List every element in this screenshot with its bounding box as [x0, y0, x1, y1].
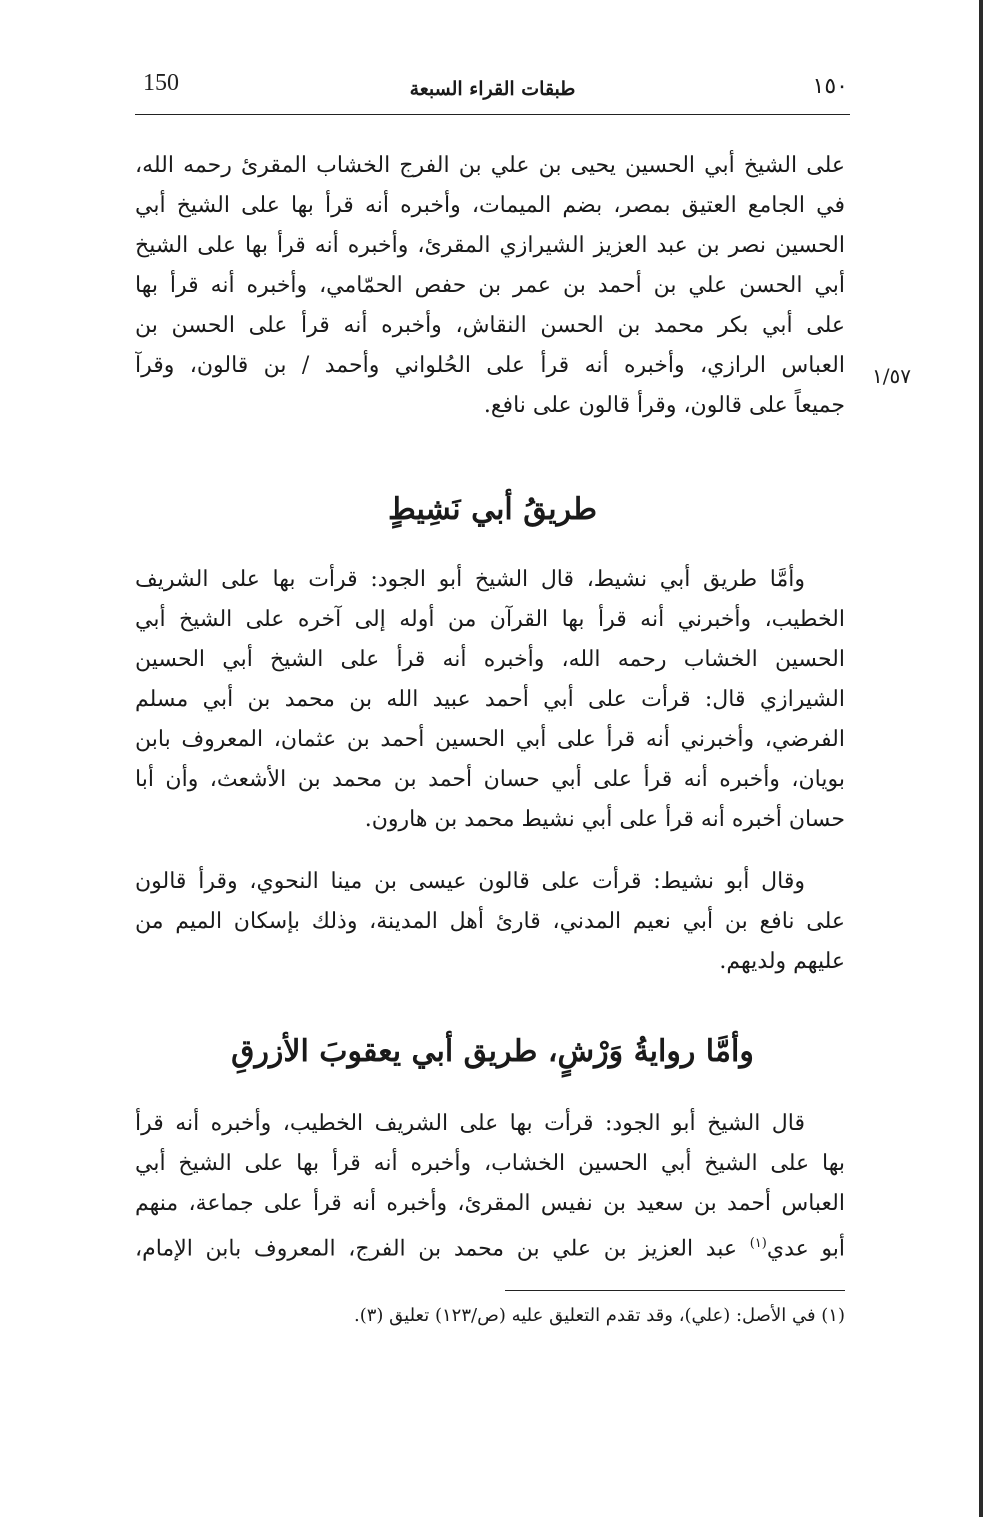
text-line: بويان، وأخبره أنه قرأ على أبي حسان أحمد بن محمد بن الأشعث، وأن أبا [135, 767, 845, 792]
text-line: عليهم ولديهم. [719, 949, 845, 974]
section-1-text [135, 146, 845, 426]
footnote-marker[interactable]: (١) [749, 1236, 767, 1251]
text-line: الفرضي، وأخبرني أنه قرأ على أبي الحسين أحمد بن عثمان، المعروف بابن [135, 727, 845, 752]
text-line: حسان أخبره أنه قرأ على أبي نشيط محمد بن هارون. [364, 807, 845, 832]
section-2-para-1 [135, 560, 845, 840]
text-line: الخطيب، وأخبرني أنه قرأ بها القرآن من أوله إلى آخره على الشيخ أبي [135, 607, 845, 632]
text-line: على أبي بكر محمد بن الحسن النقاش، وأخبره أنه قرأ على الحسن بن [135, 313, 845, 338]
text-line: بها على الشيخ أبي الحسين الخشاب، وأخبره أنه قرأ بها على الشيخ أبي [135, 1151, 845, 1176]
text-line: وأمَّا طريق أبي نشيط، قال الشيخ أبو الجود: قرأت بها على الشريف [135, 567, 805, 592]
section-heading-abi-nashit: طريقُ أبي نَشِيطٍ [387, 492, 598, 527]
page-header [135, 62, 850, 112]
text-line: الحسين نصر بن عبد العزيز الشيرازي المقرئ، وأخبره أنه قرأ بها على الشيخ [135, 233, 845, 258]
section-2-para-2 [135, 862, 845, 982]
text-line: جميعاً على قالون، وقرأ قالون على نافع. [483, 393, 845, 418]
scan-edge [979, 0, 983, 1517]
text-line: العباس الرازي، وأخبره أنه قرأ على الحُلواني وأحمد / بن قالون، وقرآ [135, 353, 845, 378]
text-line: قال الشيخ أبو الجود: قرأت بها على الشريف الخطيب، وأخبره أنه قرأ [135, 1111, 805, 1136]
text-line: على الشيخ أبي الحسين يحيى بن علي بن الفرج الخشاب المقرئ رحمه الله، [135, 153, 845, 178]
text-fragment: عبد العزيز بن علي بن محمد بن الفرج، المعروف بابن الإمام، [135, 1236, 750, 1262]
text-line: وقال أبو نشيط: قرأت على قالون عيسى بن مينا النحوي، وقرأ قالون [135, 869, 805, 894]
section-3-text [135, 1104, 845, 1264]
text-line: العباس أحمد بن سعيد بن نفيس المقرئ، وأخبره أنه قرأ على جماعة، منهم [135, 1191, 845, 1216]
header-rule [135, 114, 850, 115]
text-line: في الجامع العتيق بمصر، بضم الميمات، وأخبره أنه قرأ بها على الشيخ أبي [135, 193, 845, 218]
manuscript-folio-reference: ١/٥٧ [872, 364, 911, 388]
text-line-with-footnote [135, 1224, 845, 1264]
text-line: الحسين الخشاب رحمه الله، وأخبره أنه قرأ على الشيخ أبي الحسين [135, 647, 845, 672]
text-fragment: أبو عدي [766, 1236, 845, 1262]
page-number-arabic: ١٥٠ [812, 74, 848, 99]
text-line: أبي الحسن علي بن أحمد بن عمر بن حفص الحمّامي، وأخبره أنه قرأ بها [135, 273, 845, 298]
footnote-rule [505, 1290, 845, 1291]
footnote: (١) في الأصل: (علي)، وقد تقدم التعليق عليه (ص/١٢٣) تعليق (٣). [353, 1305, 845, 1326]
running-title: طبقات القراء السبعة [409, 78, 576, 100]
page-number-latin: 150 [143, 70, 179, 96]
text-line: على نافع بن أبي نعيم المدني، قارئ أهل المدينة، وذلك بإسكان الميم من [135, 909, 845, 934]
section-heading-warsh: وأمَّا روايةُ وَرْشٍ، طريق أبي يعقوبَ الأزرقِ [231, 1034, 754, 1069]
text-line: الشيرازي قال: قرأت على أبي أحمد عبيد الله بن محمد بن أبي مسلم [135, 687, 845, 712]
